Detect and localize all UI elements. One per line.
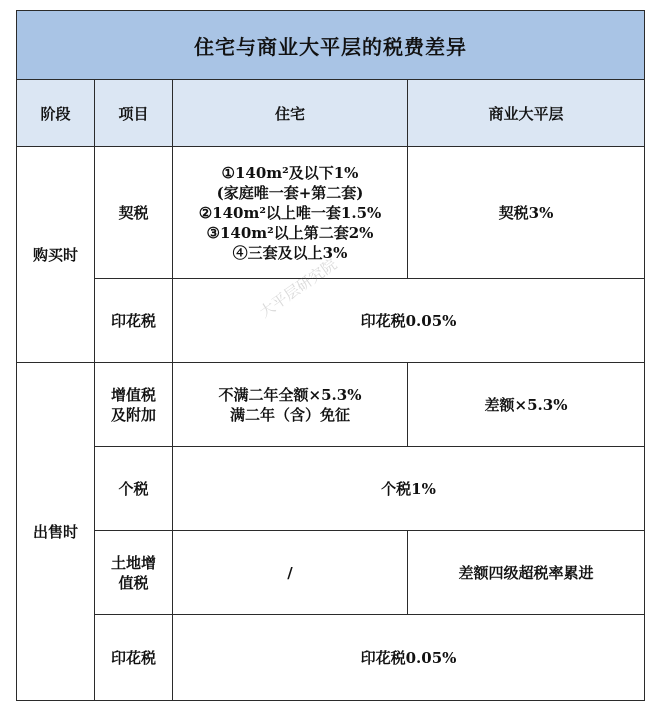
vat-residential-line: 不满二年全额×5.3% [218,385,362,404]
stamp-buy-value: 印花税0.05% [173,279,645,363]
item-vat-line: 及附加 [110,405,156,424]
tax-comparison-table [16,10,645,701]
item-vat-line: 增值税 [110,385,156,404]
item-land-vat-line: 值税 [118,573,149,592]
header-stage: 阶段 [17,80,95,147]
income-tax-value: 个税1% [173,447,645,531]
stamp-sell-value: 印花税0.05% [173,615,645,701]
land-vat-commercial: 差额四级超税率累进 [408,531,645,615]
header-commercial: 商业大平层 [408,80,645,147]
item-vat [95,363,173,447]
deed-tax-residential [173,147,408,279]
watermark: 大平层研究院 [256,255,341,322]
stage-buy: 购买时 [17,147,95,363]
stage-sell: 出售时 [17,363,95,701]
deed-tax-residential-line: ④三套及以上3% [232,243,348,262]
header-item: 项目 [95,80,173,147]
item-stamp-sell: 印花税 [95,615,173,701]
table-title: 住宅与商业大平层的税费差异 [17,11,645,80]
deed-tax-residential-line: ②140m²以上唯一套1.5% [198,203,382,222]
vat-residential-line: 满二年（含）免征 [229,405,350,424]
vat-commercial: 差额×5.3% [408,363,645,447]
item-land-vat-line: 土地增 [110,553,156,572]
deed-tax-residential-line: (家庭唯一套+第二套) [216,183,364,202]
item-deed-tax: 契税 [95,147,173,279]
deed-tax-residential-line: ③140m²以上第二套2% [206,223,374,242]
deed-tax-residential-line: ①140m²及以下1% [221,163,359,182]
land-vat-residential: / [173,531,408,615]
item-land-vat [95,531,173,615]
header-residential: 住宅 [173,80,408,147]
deed-tax-commercial: 契税3% [408,147,645,279]
vat-residential [173,363,408,447]
item-income-tax: 个税 [95,447,173,531]
item-stamp-buy: 印花税 [95,279,173,363]
